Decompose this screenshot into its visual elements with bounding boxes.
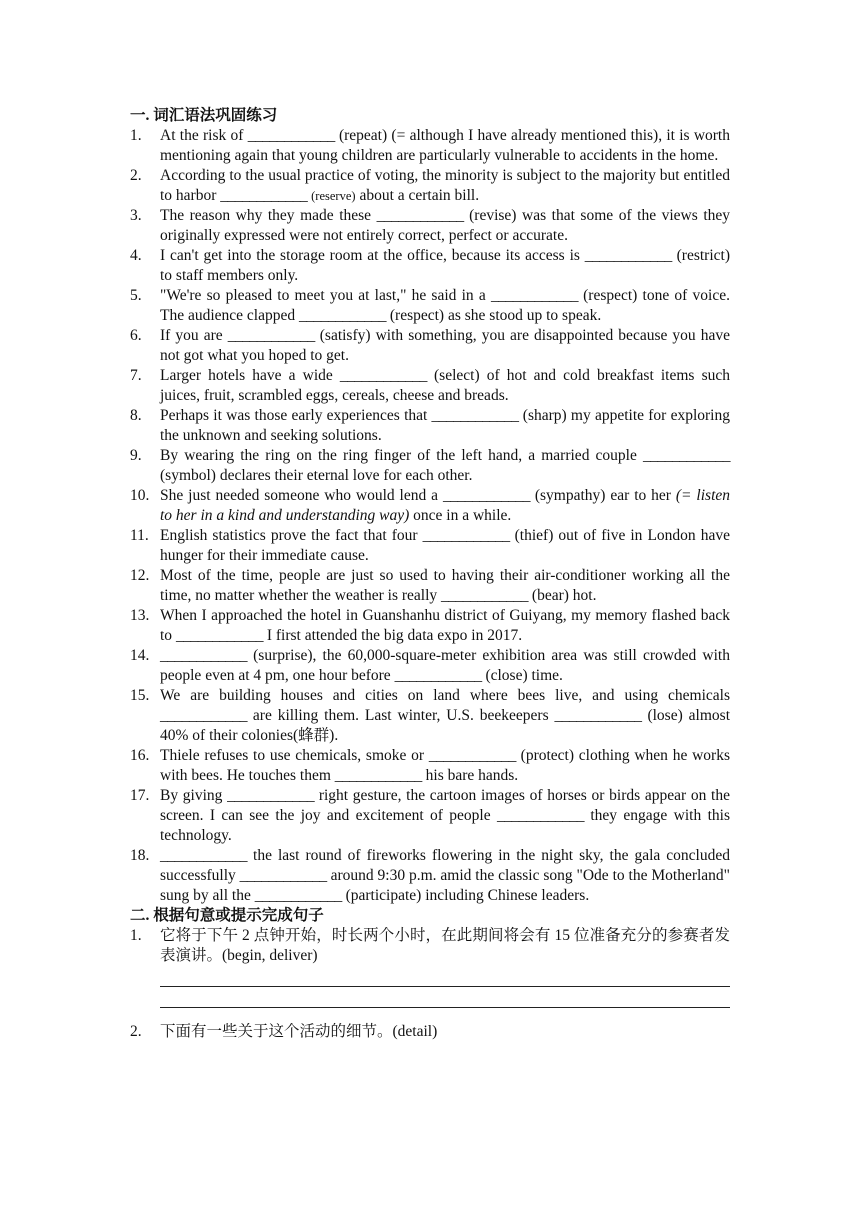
answer-line[interactable] [160, 987, 730, 1008]
question-text: (satisfy) with something, you are disappointed because you have not got what you hoped to get. [160, 327, 730, 364]
answer-blank[interactable]: ____________ [254, 887, 342, 904]
question-number: 13. [130, 607, 150, 624]
question-number: 17. [130, 787, 150, 804]
question-text: the last round of fireworks flowering in the night sky, the gala concluded successfully [160, 847, 730, 884]
question-number: 2. [130, 1023, 142, 1040]
hint-word: (reserve) [311, 189, 356, 203]
question-number: 8. [130, 407, 142, 424]
answer-blank[interactable]: ____________ [175, 627, 263, 644]
question-text: (sympathy) ear to her [529, 487, 676, 504]
question-number: 14. [130, 647, 150, 664]
answer-blank[interactable]: ____________ [239, 867, 327, 884]
question-10 [130, 486, 730, 526]
question-17 [130, 786, 730, 846]
answer-blank[interactable]: ____________ [227, 327, 315, 344]
worksheet-content [130, 106, 730, 1042]
answer-blank[interactable]: ____________ [442, 487, 530, 504]
question-text: Thiele refuses to use chemicals, smoke or [160, 747, 429, 764]
answer-blank[interactable]: ____________ [227, 787, 315, 804]
answer-blank[interactable]: ____________ [431, 407, 519, 424]
answer-blank[interactable]: ____________ [554, 707, 642, 724]
question-text: they engage with this technology. [160, 807, 730, 844]
question-9 [130, 446, 730, 486]
question-text: English statistics prove the fact that four [160, 527, 423, 544]
question-text: "We're so pleased to meet you at last," he said in a [160, 287, 491, 304]
question-text: (respect) as she stood up to speak. [386, 307, 602, 324]
answer-blank[interactable]: ____________ [299, 307, 386, 324]
answer-blank[interactable]: ____________ [643, 447, 730, 464]
question-13 [130, 606, 730, 646]
answer-blank[interactable]: ____________ [496, 807, 584, 824]
question-number: 3. [130, 207, 142, 224]
question-number: 1. [130, 927, 142, 944]
question-15 [130, 686, 730, 746]
question-number: 15. [130, 687, 150, 704]
answer-blank[interactable]: ____________ [339, 367, 427, 384]
question-text: 下面有一些关于这个活动的细节。(detail) [160, 1023, 438, 1040]
answer-blank[interactable]: ____________ [334, 767, 422, 784]
question-5 [130, 286, 730, 326]
question-number: 4. [130, 247, 142, 264]
question-number: 16. [130, 747, 150, 764]
question-text: about a certain bill. [355, 187, 480, 204]
question-text: (respect) tone of voice. The audience clapped [160, 287, 730, 324]
question-number: 12. [130, 567, 150, 584]
question-number: 9. [130, 447, 142, 464]
question-text: (close) time. [481, 667, 563, 684]
answer-blank[interactable]: ____________ [160, 707, 247, 724]
question-number: 18. [130, 847, 150, 864]
answer-line[interactable] [160, 966, 730, 987]
question-text: (protect) clothing when he works with bees. He touches them [160, 747, 731, 784]
spacer [130, 1008, 730, 1022]
question-7 [130, 366, 730, 406]
question-text: (revise) was that some of the views they originally expressed were not entirely correct, perfect or accurate. [160, 207, 731, 244]
question-18 [130, 846, 730, 906]
question-text: By wearing the ring on the ring finger of the left hand, a married couple [160, 447, 643, 464]
question-text: (thief) out of five in London have hunger for their immediate cause. [160, 527, 730, 564]
question-text: (restrict) to staff members only. [160, 247, 730, 284]
question-16 [130, 746, 730, 786]
question-1 [130, 126, 730, 166]
question-12 [130, 566, 730, 606]
question-4 [130, 246, 730, 286]
question-number: 11. [130, 527, 149, 544]
question-text: Larger hotels have a wide [160, 367, 340, 384]
question-text: When I approached the hotel in Guanshanhu district of Guiyang, my memory flashed back to [160, 607, 730, 644]
answer-blank[interactable]: ____________ [160, 647, 247, 664]
section-1-title: 一. 词汇语法巩固练习 [130, 107, 278, 124]
question-text: (repeat) (= although I have already mentioned this), it is worth mentioning again that young children are particularly vulnerable to accidents in the home. [160, 127, 730, 164]
answer-blank[interactable]: ____________ [428, 747, 516, 764]
question-text: I can't get into the storage room at the office, because its access is [160, 247, 585, 264]
section-2-title: 二. 根据句意或提示完成句子 [130, 907, 324, 924]
question-text: She just needed someone who would lend a [160, 487, 443, 504]
question-text: right gesture, the cartoon images of horses or birds appear on the screen. I can see the joy and excitement of people [160, 787, 730, 824]
question-2 [130, 166, 730, 206]
question-text: Most of the time, people are just so used to having their air-conditioner working all the time, no matter whether the weather is really [160, 567, 730, 604]
answer-blank[interactable]: ____________ [376, 207, 464, 224]
question-text: (lose) almost 40% of their colonies(蜂群). [160, 707, 731, 744]
question-text: around 9:30 p.m. amid the classic song "Ode to the Motherland" sung by all the [160, 867, 731, 904]
question-text: The reason why they made these [160, 207, 377, 224]
question-number: 10. [130, 487, 150, 504]
question-text: By giving [160, 787, 228, 804]
question-text: According to the usual practice of voting, the minority is subject to the majority but entitled to harbor [160, 167, 730, 204]
definition-note: (= listen to her in a kind and understanding way) [160, 487, 731, 524]
answer-blank[interactable]: ____________ [584, 247, 672, 264]
question-number: 5. [130, 287, 142, 304]
question-text: (select) of hot and cold breakfast items such juices, fruit, scrambled eggs, cereals, cheese and breads. [160, 367, 730, 404]
question-text: his bare hands. [421, 767, 519, 784]
answer-blank[interactable]: ____________ [441, 587, 529, 604]
question-8 [130, 406, 730, 446]
question-text: At the risk of [160, 127, 248, 144]
question-text: Perhaps it was those early experiences that [160, 407, 432, 424]
question-number: 6. [130, 327, 142, 344]
question-number: 7. [130, 367, 142, 384]
question-text: (bear) hot. [528, 587, 597, 604]
answer-blank[interactable]: ____________ [247, 127, 335, 144]
question-14 [130, 646, 730, 686]
question-number: 2. [130, 167, 142, 184]
question-text: (participate) including Chinese leaders. [341, 887, 590, 904]
question-text: (symbol) declares their eternal love for each other. [160, 467, 473, 484]
question-text: once in a while. [409, 507, 512, 524]
answer-blank[interactable]: ____________ [422, 527, 510, 544]
question-text: (surprise), the 60,000-square-meter exhibition area was still crowded with people even at 4 pm, one hour before [160, 647, 730, 684]
translation-question-2 [130, 1022, 730, 1042]
question-text: 它将于下午 2 点钟开始，时长两个小时，在此期间将会有 15 位准备充分的参赛者发表演讲。(begin, deliver) [160, 927, 730, 964]
question-6 [130, 326, 730, 366]
question-3 [130, 206, 730, 246]
question-text: If you are [160, 327, 228, 344]
question-text: (sharp) my appetite for exploring the unknown and seeking solutions. [160, 407, 730, 444]
answer-blank[interactable]: ____________ [160, 847, 247, 864]
question-text: are killing them. Last winter, U.S. beekeepers [247, 707, 555, 724]
answer-blank[interactable]: ____________ [220, 187, 308, 204]
answer-blank[interactable]: ____________ [394, 667, 482, 684]
answer-blank[interactable]: ____________ [490, 287, 578, 304]
question-text: We are building houses and cities on land where bees live, and using chemicals [160, 687, 730, 704]
question-text: I first attended the big data expo in 2017. [262, 627, 523, 644]
translation-question-1 [130, 926, 730, 966]
question-number: 1. [130, 127, 142, 144]
question-11 [130, 526, 730, 566]
